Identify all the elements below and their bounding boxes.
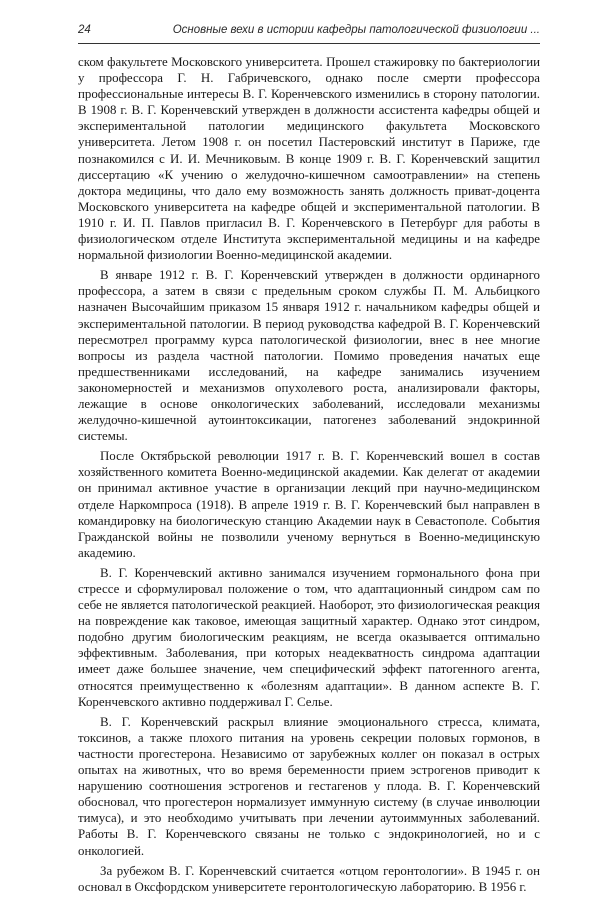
page-body <box>78 54 540 899</box>
paragraph-1: ском факультете Московского университета. Прошел стажировку по бактериологии у профессора Г. Н. Габричевского, однако после смерти профессора профессиональные интересы В. Г. Коренчевского изменились в сторону патологии. В 1908 г. В. Г. Коренчевский утвержден в должности ассистента кафедры общей и экспериментальной патологии медицинского факультета Московского университета. Летом 1908 г. он посетил Пастеровский институт в Париже, где познакомился с И. И. Мечниковым. В конце 1909 г. В. Г. Коренчевский защитил диссертацию «К учению о желудочно-кишечном самоотравлении» на степень доктора медицины, что дало ему возможность занять должность приват-доцента Московского университета на кафедре общей и экспериментальной патологии. В 1910 г. И. П. Павлов пригласил В. Г. Коренчевского в Петербург для работы в физиологическом отделе Института экспериментальной медицины и на кафедре нормальной физиологии Военно-медицинской академии. <box>78 55 540 263</box>
page-header <box>78 22 540 40</box>
paragraph-5: В. Г. Коренчевский раскрыл влияние эмоционального стресса, климата, токсинов, а также плохого питания на уровень секреции половых гормонов, в частности прогестерона. Независимо от зарубежных коллег он показал в острых опытах на животных, что во время беременности прием эстрогенов приводит к нарушению соотношения эстрогенов и гестагенов у плода. В. Г. Коренчевский обосновал, что прогестерон нормализует иммунную систему (в случае инволюции тимуса), и это необходимо учитывать при лечении аутоиммунных заболеваний. Работы В. Г. Коренчевского связаны не только с эндокринологией, но и с онкологией. <box>78 714 540 858</box>
paragraph-2: В январе 1912 г. В. Г. Коренчевский утвержден в должности ординарного профессора, а затем в связи с предельным сроком службы П. М. Альбицкого назначен Высочайшим приказом 15 января 1912 г. начальником кафедры общей и экспериментальной патологии. В период руководства кафедрой В. Г. Коренчевский пересмотрел программу курса патологической физиологии, внес в нее многие вопросы из раздела частной патологии. Помимо проведения начатых еще предшественниками исследований, на кафедре занимались изучением закономерностей и механизмов опухолевого роста, анализировали факторы, лежащие в основе онкологических заболеваний, исследовали механизмы желудочно-кишечной аутоинтоксикации, патогенез заболеваний эндокринной системы. <box>78 268 540 444</box>
paragraph-3: После Октябрьской революции 1917 г. В. Г. Коренчевский вошел в состав хозяйственного комитета Военно-медицинской академии. Как делегат от академии он принимал активное участие в организации лекций при научно-медицинском отделе Наркомпроса (1918). В апреле 1919 г. В. Г. Коренчевский был направлен в командировку на биологическую станцию Академии наук в Севастополе. События Гражданской войны не позволили ученому вернуться в Военно-медицинскую академию. <box>78 449 540 560</box>
running-title: Основные вехи в истории кафедры патологической физиологии ... <box>172 24 540 36</box>
header-divider <box>78 43 540 44</box>
paragraph-6: За рубежом В. Г. Коренчевский считается «отцом геронтологии». В 1945 г. он основал в Оксфордском университете геронтологическую лабораторию. В 1956 г. <box>78 863 540 894</box>
page-number: 24 <box>78 24 91 36</box>
paragraph-4: В. Г. Коренчевский активно занимался изучением гормонального фона при стрессе и сформулировал положение о том, что адаптационный синдром сам по себе не является патологической реакцией. Наоборот, это физиологическая реакция на повреждение как таковое, имеющая защитный характер. Однако этот синдром, подобно другим биологическим реакциям, не всегда оказывается оптимально эффективным. Заболевания, при которых неадекватность синдрома адаптации имеет даже большее значение, чем специфический эффект патогенного агента, относятся преимущественно к «болезням адаптации». В данном аспекте В. Г. Коренчевского активно поддерживал Г. Селье. <box>78 565 540 709</box>
